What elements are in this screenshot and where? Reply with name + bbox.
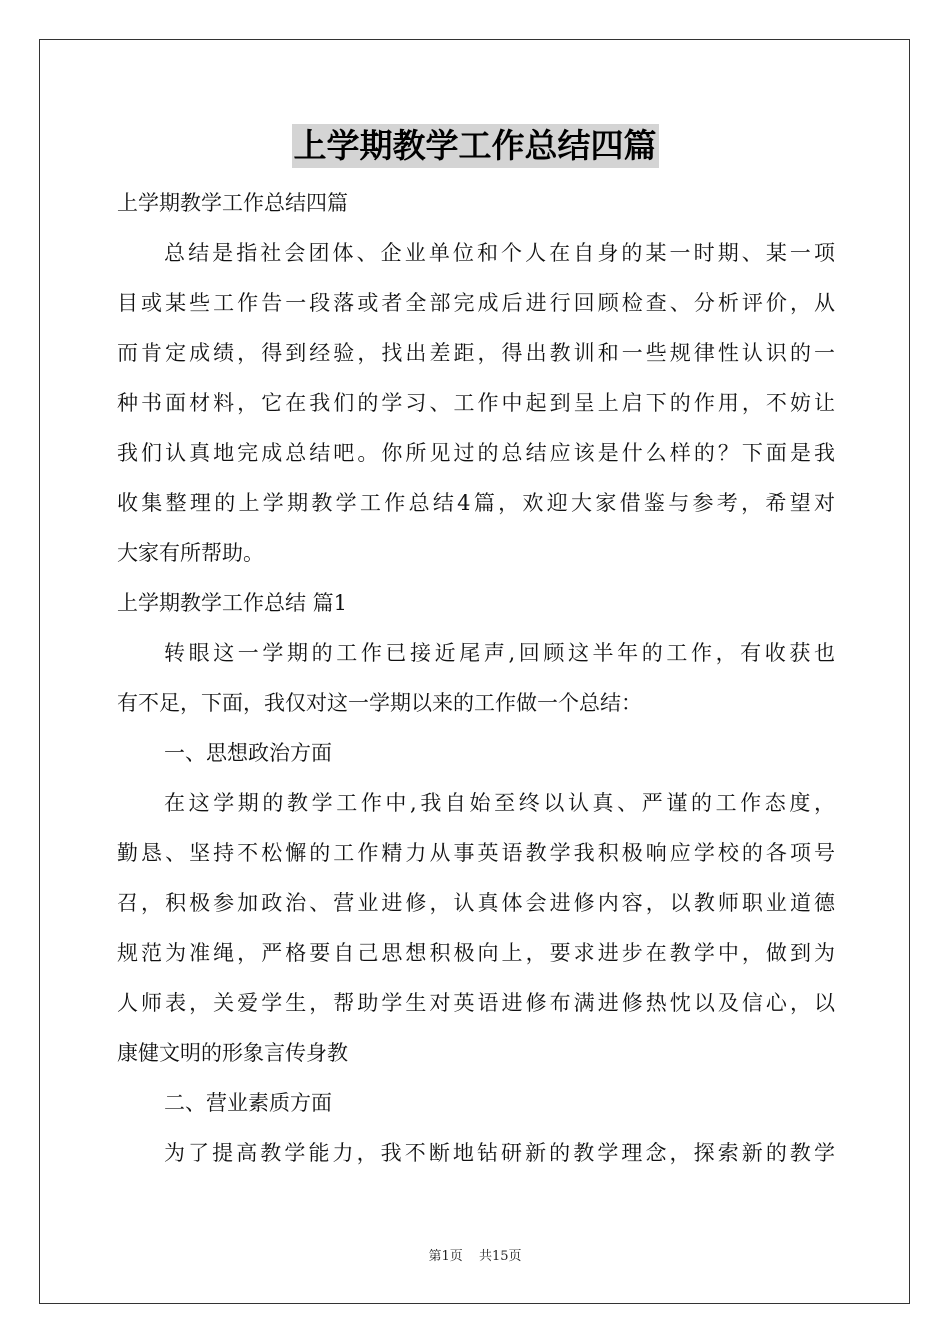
- page-number: 第1页: [428, 1249, 463, 1264]
- paragraph-line: 康健文明的形象言传身教: [117, 1041, 348, 1065]
- paragraph-line: 人师表，关爱学生，帮助学生对英语进修布满进修热忱以及信心，以: [117, 991, 835, 1015]
- document-title: 上学期教学工作总结四篇: [292, 124, 659, 168]
- paragraph-line: 召，积极参加政治、营业进修，认真体会进修内容，以教师职业道德: [117, 891, 835, 915]
- page-total: 共15页: [478, 1249, 522, 1264]
- paragraph-line: 而肯定成绩，得到经验，找出差距，得出教训和一些规律性认识的一: [117, 341, 835, 365]
- paragraph-line: 收集整理的上学期教学工作总结4篇，欢迎大家借鉴与参考，希望对: [117, 491, 835, 515]
- paragraph-line: 总结是指社会团体、企业单位和个人在自身的某一时期、某一项: [164, 241, 835, 265]
- subsection-heading: 二、营业素质方面: [164, 1091, 332, 1115]
- paragraph-line: 勤恳、坚持不松懈的工作精力从事英语教学我积极响应学校的各项号: [117, 841, 835, 865]
- paragraph-line: 大家有所帮助。: [117, 541, 264, 565]
- paragraph-line: 转眼这一学期的工作已接近尾声,回顾这半年的工作，有收获也: [164, 641, 835, 665]
- paragraph-line: 规范为准绳，严格要自己思想积极向上，要求进步在教学中，做到为: [117, 941, 835, 965]
- page-footer: [0, 1247, 950, 1267]
- paragraph-line: 目或某些工作告一段落或者全部完成后进行回顾检查、分析评价，从: [117, 291, 835, 315]
- paragraph-line: 为了提高教学能力，我不断地钻研新的教学理念，探索新的教学: [164, 1141, 835, 1165]
- subsection-heading: 一、思想政治方面: [164, 741, 332, 765]
- section-heading: 上学期教学工作总结 篇1: [117, 591, 348, 615]
- document-body: [117, 178, 835, 1178]
- paragraph-line: 种书面材料，它在我们的学习、工作中起到呈上启下的作用，不妨让: [117, 391, 835, 415]
- subtitle-line: 上学期教学工作总结四篇: [117, 191, 348, 215]
- title-container: [0, 124, 950, 168]
- paragraph-line: 在这学期的教学工作中,我自始至终以认真、严谨的工作态度，: [164, 791, 835, 815]
- paragraph-line: 有不足，下面，我仅对这一学期以来的工作做一个总结：: [117, 691, 642, 715]
- paragraph-line: 我们认真地完成总结吧。你所见过的总结应该是什么样的？下面是我: [117, 441, 835, 465]
